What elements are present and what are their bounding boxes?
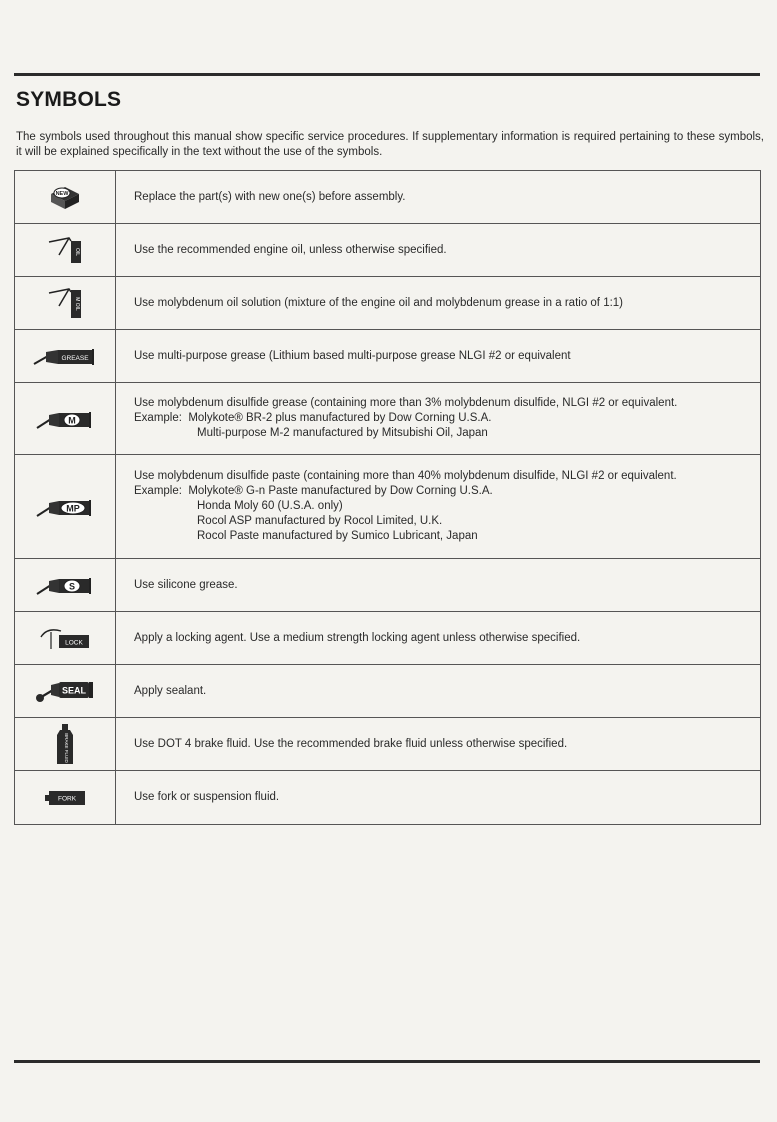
- svg-text:BRAKE FLUID: BRAKE FLUID: [64, 733, 69, 763]
- symbol-description: Use the recommended engine oil, unless otherwise specified.: [116, 224, 761, 277]
- new-part-icon: [47, 184, 83, 210]
- fork-fluid-icon: [43, 788, 87, 808]
- engine-oil-icon: [45, 233, 85, 267]
- brake-fluid-icon: [55, 722, 75, 766]
- icon-cell: [15, 277, 116, 330]
- table-row: [15, 224, 761, 277]
- silicone-grease-icon: [35, 572, 95, 598]
- icon-cell: [15, 559, 116, 612]
- table-row: [15, 612, 761, 665]
- icon-cell: [15, 771, 116, 825]
- table-row: [15, 330, 761, 383]
- page-title: SYMBOLS: [16, 88, 122, 111]
- icon-cell: [15, 330, 116, 383]
- svg-text:M OIL: M OIL: [74, 297, 80, 311]
- svg-text:MP: MP: [66, 503, 80, 513]
- table-row: [15, 171, 761, 224]
- intro-paragraph: The symbols used throughout this manual show specific service procedures. If supplementary information is required pertaining to these symbols, it will be explained specifically in the text without the use of the symbols.: [16, 131, 764, 158]
- icon-cell: [15, 171, 116, 224]
- table-row: [15, 665, 761, 718]
- svg-text:NEW: NEW: [55, 191, 69, 197]
- symbol-description: Use fork or suspension fluid.: [116, 771, 761, 825]
- svg-text:FORK: FORK: [57, 795, 77, 802]
- table-row: [15, 771, 761, 825]
- bottom-rule: [14, 1060, 760, 1063]
- symbol-description: Use molybdenum disulfide grease (containing more than 3% molybdenum disulfide, NLGI #2 or equivalent. Example: Molykote® BR-2 plus manufactured by Dow Corning U.S.A. Multi-purpose M-2 manufactured by Mitsubishi Oil, Japan: [116, 383, 761, 455]
- moly-oil-icon: [45, 284, 85, 322]
- table-row: [15, 718, 761, 771]
- locking-agent-icon: [37, 623, 93, 653]
- svg-text:GREASE: GREASE: [61, 355, 89, 362]
- symbol-description: Replace the part(s) with new one(s) before assembly.: [116, 171, 761, 224]
- moly-grease-icon: [35, 406, 95, 432]
- svg-text:OIL: OIL: [74, 247, 80, 257]
- top-rule: [14, 73, 760, 76]
- icon-cell: [15, 455, 116, 559]
- symbol-description: Use DOT 4 brake fluid. Use the recommended brake fluid unless otherwise specified.: [116, 718, 761, 771]
- table-row: [15, 383, 761, 455]
- symbol-description: Use molybdenum disulfide paste (containing more than 40% molybdenum disulfide, NLGI #2 or equivalent. Example: Molykote® G-n Paste manufactured by Dow Corning U.S.A. Honda Moly 60 (U.S.A. only) Rocol ASP manufactured by Rocol Limited, U.K. Rocol Paste manufactured by Sumico Lubricant, Japan: [116, 455, 761, 559]
- grease-icon: [32, 344, 98, 368]
- icon-cell: [15, 665, 116, 718]
- svg-text:LOCK: LOCK: [65, 639, 83, 647]
- sealant-icon: [33, 676, 97, 706]
- icon-cell: [15, 718, 116, 771]
- icon-cell: [15, 224, 116, 277]
- table-row: [15, 455, 761, 559]
- symbols-table: [14, 170, 761, 825]
- symbol-description: Use multi-purpose grease (Lithium based multi-purpose grease NLGI #2 or equivalent: [116, 330, 761, 383]
- svg-text:SEAL: SEAL: [61, 685, 87, 696]
- icon-cell: [15, 612, 116, 665]
- svg-text:M: M: [68, 415, 76, 425]
- table-row: [15, 277, 761, 330]
- symbol-description: Apply sealant.: [116, 665, 761, 718]
- symbol-description: Apply a locking agent. Use a medium strength locking agent unless otherwise specified.: [116, 612, 761, 665]
- symbol-description: Use molybdenum oil solution (mixture of the engine oil and molybdenum grease in a ratio of 1:1): [116, 277, 761, 330]
- svg-text:S: S: [68, 581, 76, 592]
- moly-paste-icon: [35, 494, 95, 520]
- icon-cell: [15, 383, 116, 455]
- symbol-description: Use silicone grease.: [116, 559, 761, 612]
- table-row: [15, 559, 761, 612]
